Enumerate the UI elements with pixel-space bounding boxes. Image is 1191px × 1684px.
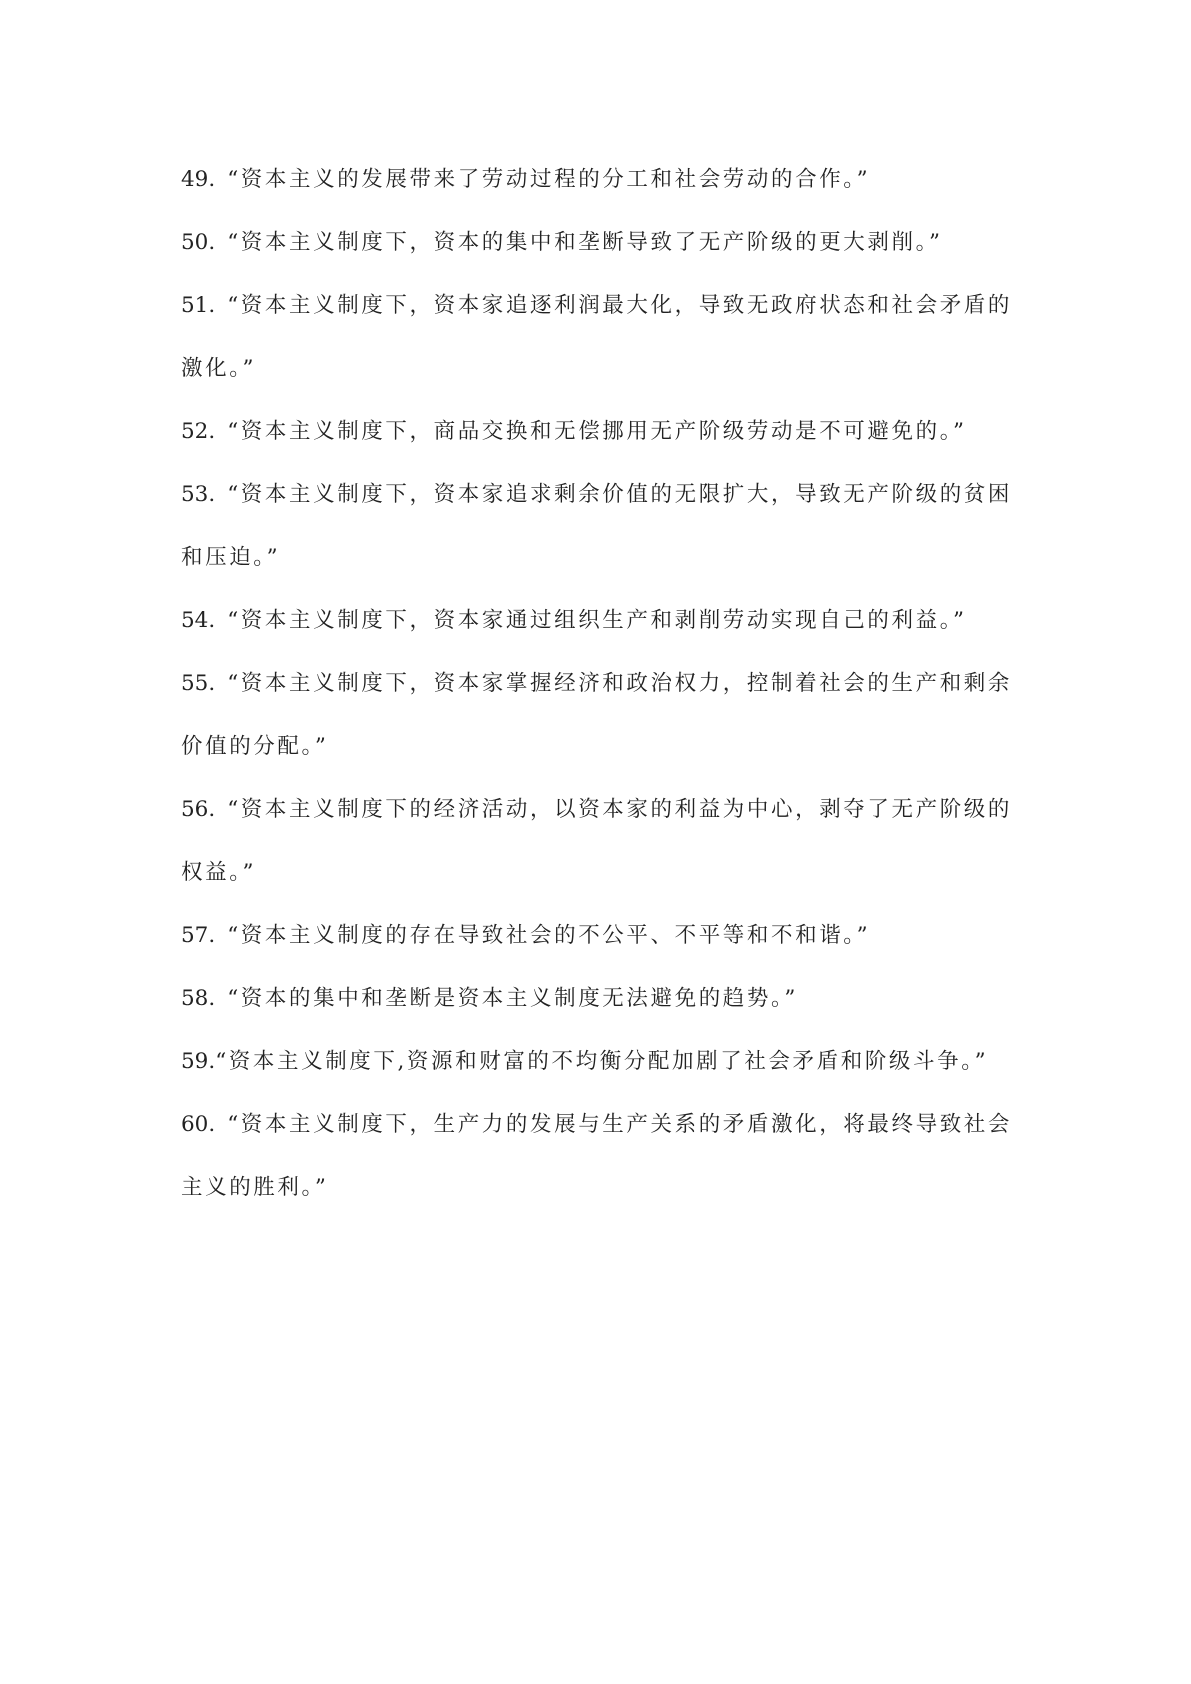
item-text: “资本主义制度下，资本的集中和垄断导致了无产阶级的更大剥削。” xyxy=(227,230,943,255)
list-item xyxy=(181,274,1021,400)
item-number: 60. xyxy=(181,1112,216,1137)
item-text: “资本主义制度的存在导致社会的不公平、不平等和不和谐。” xyxy=(227,923,871,948)
item-text: “资本主义制度下，生产力的发展与生产关系的矛盾激化，将最终导致社会主义的胜利。” xyxy=(181,1112,1012,1200)
list-item xyxy=(181,463,1021,589)
item-text: “资本的集中和垄断是资本主义制度无法避免的趋势。” xyxy=(227,986,798,1011)
item-number: 50. xyxy=(181,230,216,255)
item-text: “资本主义制度下的经济活动，以资本家的利益为中心，剥夺了无产阶级的权益。” xyxy=(181,797,1012,885)
item-text: “资本主义制度下，资本家追逐利润最大化，导致无政府状态和社会矛盾的激化。” xyxy=(181,293,1012,381)
list-item xyxy=(181,778,1021,904)
item-number: 53. xyxy=(181,482,216,507)
item-number: 56. xyxy=(181,797,216,822)
list-item xyxy=(181,211,1021,274)
item-number: 57. xyxy=(181,923,216,948)
item-number: 51. xyxy=(181,293,216,318)
item-text: “资本主义的发展带来了劳动过程的分工和社会劳动的合作。” xyxy=(227,167,871,192)
item-number: 49. xyxy=(181,167,216,192)
item-number: 54. xyxy=(181,608,216,633)
list-item xyxy=(181,1093,1021,1219)
list-item xyxy=(181,904,1021,967)
item-number: 59. xyxy=(181,1049,216,1074)
item-text: “资本主义制度下，资本家通过组织生产和剥削劳动实现自己的利益。” xyxy=(227,608,967,633)
list-item xyxy=(181,589,1021,652)
list-item xyxy=(181,967,1021,1030)
list-item xyxy=(181,1030,1021,1093)
list-item xyxy=(181,652,1021,778)
item-text: “资本主义制度下，资本家掌握经济和政治权力，控制着社会的生产和剩余价值的分配。” xyxy=(181,671,1012,759)
item-text: “资本主义制度下,资源和财富的不均衡分配加剧了社会矛盾和阶级斗争。” xyxy=(215,1049,989,1074)
item-number: 55. xyxy=(181,671,216,696)
item-number: 52. xyxy=(181,419,216,444)
list-item xyxy=(181,400,1021,463)
quote-list xyxy=(181,148,1021,1219)
item-text: “资本主义制度下，商品交换和无偿挪用无产阶级劳动是不可避免的。” xyxy=(227,419,967,444)
item-text: “资本主义制度下，资本家追求剩余价值的无限扩大，导致无产阶级的贫困和压迫。” xyxy=(181,482,1012,570)
item-number: 58. xyxy=(181,986,216,1011)
list-item xyxy=(181,148,1021,211)
